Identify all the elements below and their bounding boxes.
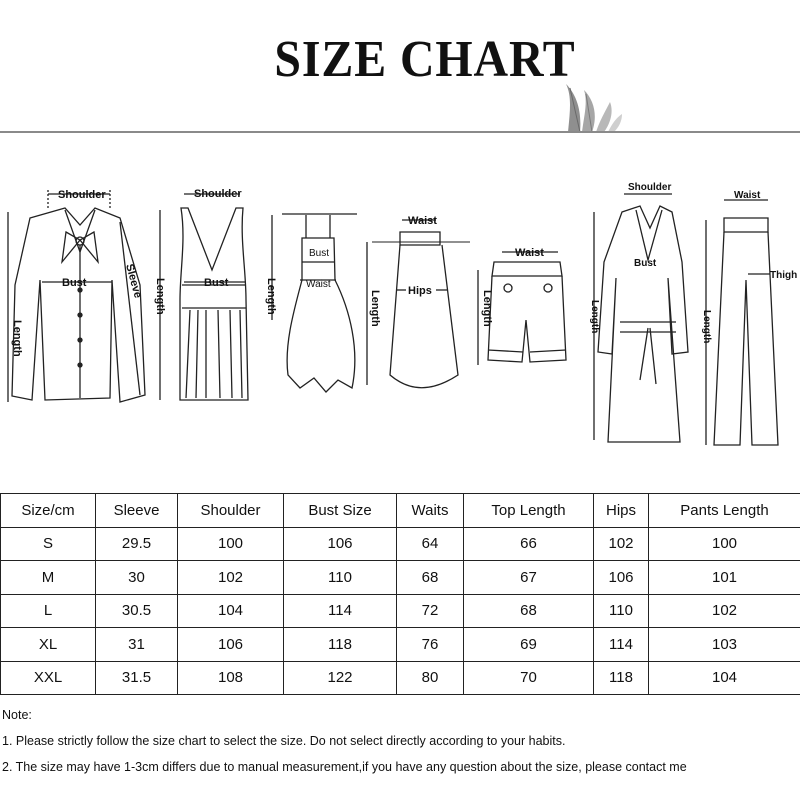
table-cell: 118 bbox=[594, 661, 649, 695]
table-cell: 68 bbox=[464, 594, 594, 628]
column-header: Waits bbox=[397, 494, 464, 528]
table-cell: 114 bbox=[594, 628, 649, 662]
coat-length-label: Length bbox=[589, 300, 600, 334]
table-cell: 106 bbox=[594, 561, 649, 595]
table-cell: 68 bbox=[397, 561, 464, 595]
column-header: Pants Length bbox=[649, 494, 800, 528]
blouse-illustration bbox=[8, 189, 145, 402]
table-cell: 100 bbox=[649, 527, 800, 561]
table-cell: 118 bbox=[284, 628, 397, 662]
blouse-bust-label: Bust bbox=[62, 277, 87, 289]
dress-waist-label: Waist bbox=[306, 279, 331, 290]
pants-waist-label: Waist bbox=[734, 190, 761, 201]
table-header-row bbox=[1, 494, 800, 528]
skirt-waist-label: Waist bbox=[408, 215, 437, 227]
strap-dress-illustration bbox=[265, 214, 357, 392]
skirt-length-label: Length bbox=[369, 290, 381, 327]
table-cell: 66 bbox=[464, 527, 594, 561]
column-header: Size/cm bbox=[1, 494, 96, 528]
table-cell: 80 bbox=[397, 661, 464, 695]
table-cell: 30.5 bbox=[96, 594, 178, 628]
table-row bbox=[1, 628, 800, 662]
table-cell: 102 bbox=[594, 527, 649, 561]
table-cell: 69 bbox=[464, 628, 594, 662]
table-cell: 110 bbox=[284, 561, 397, 595]
table-cell: 110 bbox=[594, 594, 649, 628]
column-header: Bust Size bbox=[284, 494, 397, 528]
vest-bust-label: Bust bbox=[204, 277, 229, 289]
shorts-waist-label: Waist bbox=[515, 247, 544, 259]
column-header: Hips bbox=[594, 494, 649, 528]
column-header: Top Length bbox=[464, 494, 594, 528]
table-cell: S bbox=[1, 527, 96, 561]
notes-heading: Note: bbox=[2, 708, 32, 722]
vest-shoulder-label: Shoulder bbox=[194, 188, 242, 200]
table-row bbox=[1, 661, 800, 695]
vest-length-label: Length bbox=[154, 278, 166, 315]
blouse-length-label: Length bbox=[11, 320, 23, 357]
table-cell: 102 bbox=[178, 561, 284, 595]
table-cell: 106 bbox=[284, 527, 397, 561]
skirt-hips-label: Hips bbox=[408, 285, 432, 297]
table-cell: M bbox=[1, 561, 96, 595]
table-cell: 70 bbox=[464, 661, 594, 695]
blouse-sleeve-label: Sleeve bbox=[123, 262, 144, 300]
table-cell: 103 bbox=[649, 628, 800, 662]
table-cell: 67 bbox=[464, 561, 594, 595]
pants-length-label: Length bbox=[701, 310, 712, 344]
table-cell: 108 bbox=[178, 661, 284, 695]
table-cell: 100 bbox=[178, 527, 284, 561]
table-cell: L bbox=[1, 594, 96, 628]
blouse-shoulder-label: Shoulder bbox=[58, 189, 106, 201]
table-cell: 31.5 bbox=[96, 661, 178, 695]
column-header: Shoulder bbox=[178, 494, 284, 528]
table-cell: 122 bbox=[284, 661, 397, 695]
table-cell: 29.5 bbox=[96, 527, 178, 561]
table-cell: 31 bbox=[96, 628, 178, 662]
column-header: Sleeve bbox=[96, 494, 178, 528]
page-title: SIZE CHART bbox=[274, 31, 576, 88]
table-row bbox=[1, 561, 800, 595]
table-cell: 64 bbox=[397, 527, 464, 561]
table-cell: 30 bbox=[96, 561, 178, 595]
table-cell: 104 bbox=[178, 594, 284, 628]
table-cell: 114 bbox=[284, 594, 397, 628]
pants-thigh-label: Thigh bbox=[770, 270, 798, 281]
table-cell: 72 bbox=[397, 594, 464, 628]
coat-shoulder-label: Shoulder bbox=[628, 182, 672, 193]
shorts-length-label: Length bbox=[481, 290, 493, 327]
vest-top-illustration bbox=[154, 188, 248, 400]
table-cell: 76 bbox=[397, 628, 464, 662]
table-cell: 102 bbox=[649, 594, 800, 628]
table-row bbox=[1, 527, 800, 561]
table-row bbox=[1, 594, 800, 628]
note-line: 1. Please strictly follow the size chart to select the size. Do not select directly according to your habits. bbox=[2, 734, 566, 748]
dress-length-label: Length bbox=[265, 278, 277, 315]
pants-illustration bbox=[701, 190, 797, 445]
feather-icon bbox=[560, 82, 640, 134]
table-cell: 101 bbox=[649, 561, 800, 595]
table-cell: XL bbox=[1, 628, 96, 662]
header-divider bbox=[0, 131, 800, 133]
shorts-illustration bbox=[478, 247, 566, 365]
size-table bbox=[0, 493, 800, 695]
table-cell: XXL bbox=[1, 661, 96, 695]
notes bbox=[2, 702, 687, 780]
coat-bust-label: Bust bbox=[634, 258, 657, 269]
table-cell: 106 bbox=[178, 628, 284, 662]
coat-illustration bbox=[589, 182, 688, 442]
skirt-illustration bbox=[367, 215, 470, 388]
table-cell: 104 bbox=[649, 661, 800, 695]
garment-illustrations bbox=[0, 170, 800, 465]
dress-bust-label: Bust bbox=[309, 248, 330, 259]
note-line: 2. The size may have 1-3cm differs due to manual measurement,if you have any question about the size, please contact me bbox=[2, 760, 687, 774]
